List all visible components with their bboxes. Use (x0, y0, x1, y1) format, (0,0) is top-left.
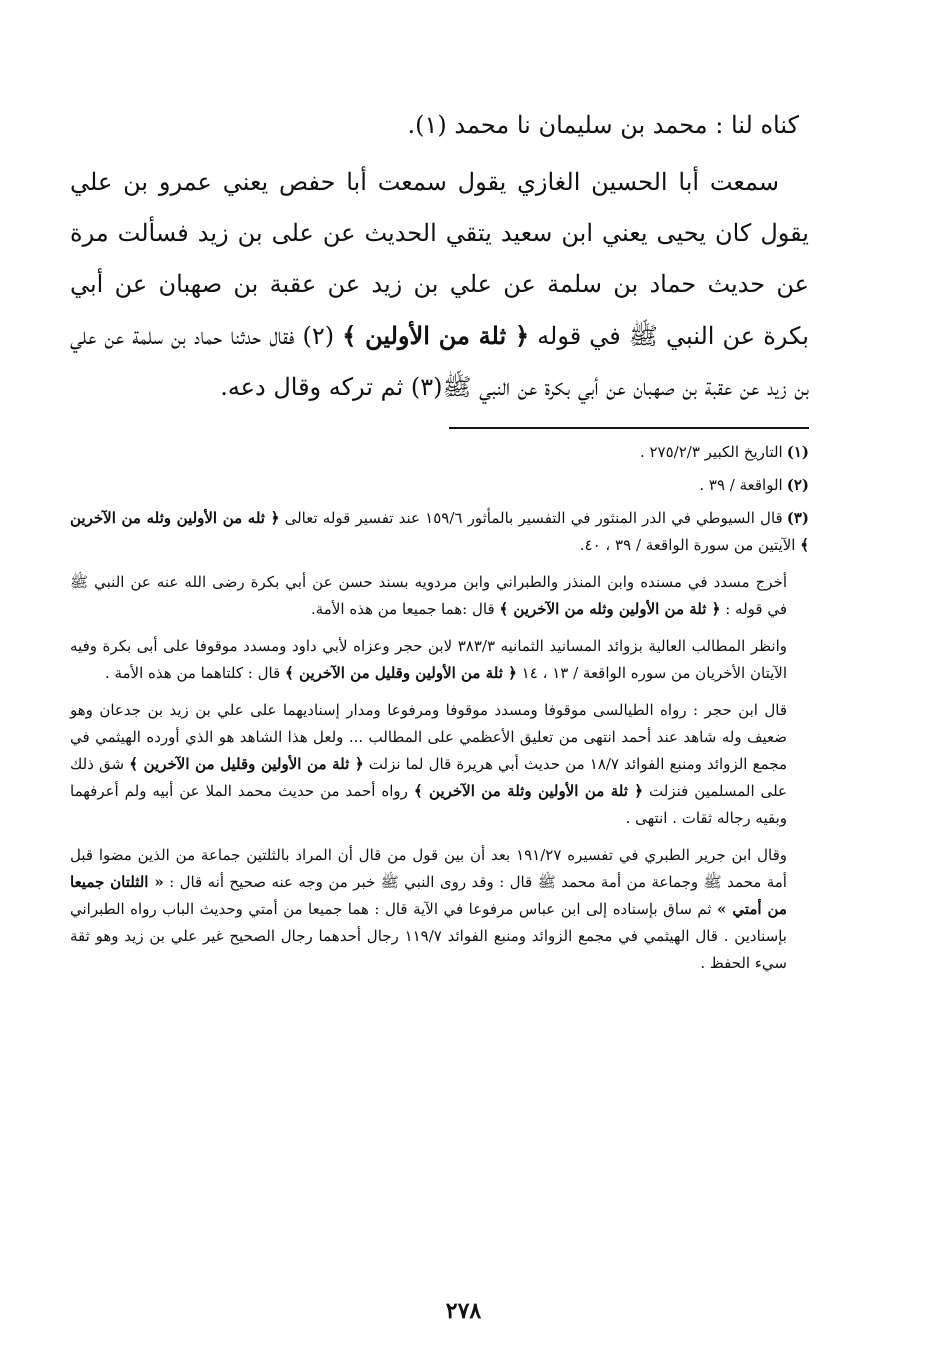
footnote-3-p4-quran-1: ﴿ ثلة من الأولين وقليل من الآخرين ﴾ (129, 755, 364, 773)
main-paragraph (70, 157, 809, 413)
footnote-3-p2-quran: ﴿ ثلة من الأولين وثله من الآخرين ﴾ (499, 600, 721, 618)
footnote-3-p5-a: وقال ابن جرير الطبري في تفسيره ١٩١/٢٧ بعد أن بين قول من قال أن المراد بالثلتين جماعة من الذين مضوا قبل أمة محمد ﷺ وجماعة من أمة محمد ﷺ قال : وقد روى النبي ﷺ خبر من وجه عنه صحيح أنه قال : (70, 846, 787, 891)
footnote-3-p3-quran: ﴿ ثلة من الأولين وقليل من الآخرين ﴾ (285, 664, 517, 682)
footnote-3-p3-b: قال : كلتاهما من هذه الأمة . (104, 664, 281, 682)
footnote-3-p1-b: الآيتين من سورة الواقعة / ٣٩ ، ٤٠. (579, 536, 796, 554)
footnote-3-p3-a: وانظر المطالب العالية بزوائد المسانيد الثمانيه ٣٨٣/٣ لابن حجر وعزاه لأبي داود ومسدد موقوفا على أبى بكرة وفيه الآيتان الأخريان من سوره الواقعة / ١٣ ، ١٤ (70, 637, 788, 682)
footnote-3-para-4 (70, 697, 809, 832)
main-line-1: كناه لنا : محمد بن سليمان نا محمد (١). (407, 111, 799, 139)
main-paragraph-part-b: (٢) فقال حدثنا حماد بن سلمة عن علي بن زيد عن عقبة بن صهبان عن أبي بكرة عن النبي ﷺ(٣) ثم تركه وقال دعه. (70, 322, 809, 401)
footnote-3-para-2 (70, 569, 809, 623)
footnote-3-para-1 (70, 505, 809, 559)
footnote-3-number: (٣) (786, 509, 809, 527)
footnote-3-p4-a: قال ابن حجر : رواه الطيالسى موقوفا ومسدد موقوفا ومرفوعا ومدار إسناديهما على علي بن زيد بن جدعان وهو ضعيف وله شاهد عند أحمد انتهى من تعليق الأعظمي على المطالب ... ولعل هذا الشاهد هو الذي أورده الهيثمي في مجمع الزوائد ومنبع الفوائد ١٨/٧ من حديث أبي هريرة قال لما نزلت (70, 701, 787, 773)
footnote-3-p2-b: قال :هما جميعا من هذه الأمة. (311, 600, 495, 618)
footnote-3-p4-quran-2: ﴿ ثلة من الأولين وثلة من الآخرين ﴾ (413, 782, 644, 800)
footnote-2 (70, 472, 809, 499)
footnotes (70, 439, 809, 977)
quran-quote: ﴿ ثلة من الأولين ﴾ (342, 321, 530, 350)
footnote-3-p2-a: أخرج مسدد في مسنده وابن المنذر والطبراني وابن مردويه بسند حسن عن أبي بكرة رضى الله عنه عن النبي ﷺ في قوله : (70, 573, 787, 618)
footnote-3-p1-a: قال السيوطي في الدر المنثور في التفسير بالمأثور ١٥٩/٦ عند تفسير قوله تعالى (284, 509, 783, 527)
main-text (70, 100, 809, 413)
footnote-3-p4-b: شق ذلك على المسلمين فنزلت (70, 755, 787, 800)
footnote-3-p4-c: رواه أحمد من حديث محمد الملا عن أبيه ولم أعرفهما وبقيه رجاله ثقات . انتهى . (70, 782, 787, 827)
footnote-2-number: (٢) (786, 476, 809, 494)
footnote-2-text: الواقعة / ٣٩ . (699, 476, 783, 494)
footnote-3-para-3 (70, 633, 809, 687)
footnote-separator (449, 427, 809, 429)
footnote-1-number: (١) (786, 443, 809, 461)
page-number: ٢٧٨ (445, 1298, 482, 1324)
footnote-1-text: التاريخ الكبير ٢٧٥/٢/٣ . (639, 443, 783, 461)
main-paragraph-part-a: سمعت أبا الحسين الغازي يقول سمعت أبا حفص يعني عمرو بن علي يقول كان يحيى يعني ابن سعيد يتقي الحديث عن على بن زيد فسألت مرة عن حديث حماد بن سلمة عن علي بن زيد عن عقبة بن صهبان عن أبي بكرة عن النبي ﷺ في قوله (70, 168, 809, 350)
footnote-3-para-5 (70, 842, 809, 977)
footnote-3-p1-quran: ﴿ ثله من الأولين وثله من الآخرين ﴾ (70, 509, 809, 554)
footnote-1 (70, 439, 809, 466)
footnote-3-p5-quote: « الثلتان جميعا من أمتي » (70, 873, 787, 918)
footnote-3-p5-b: ثم ساق بإسناده إلى ابن عباس مرفوعا في الآية قال : هما جميعا من أمتي وحديث الباب رواه الطبراني بإسنادين . قال الهيثمي في مجمع الزوائد ومنبع الفوائد ١١٩/٧ رجال أحدهما رجال الصحيح غير علي بن زيد وهو ثقة سيء الحفظ . (70, 900, 787, 972)
